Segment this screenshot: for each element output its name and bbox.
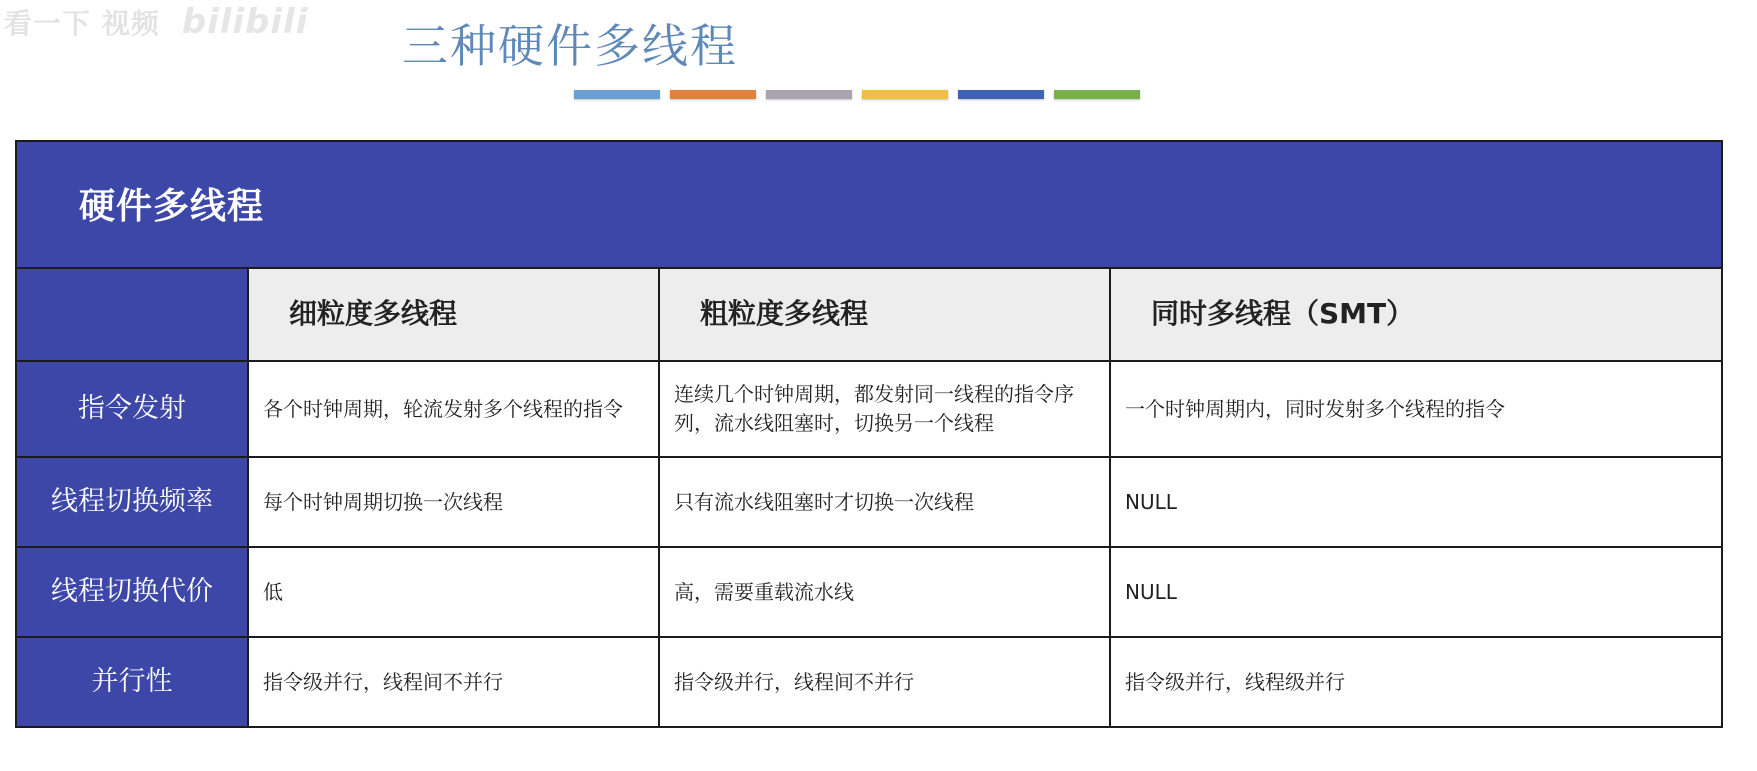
- table-row: [17, 547, 1721, 637]
- accent-bar: [574, 90, 660, 99]
- table-cell: 一个时钟周期内，同时发射多个线程的指令: [1110, 361, 1721, 457]
- table-cell: 指令级并行，线程间不并行: [659, 637, 1110, 726]
- table-row: [17, 361, 1721, 457]
- column-header-fine-grained: 细粒度多线程: [248, 269, 659, 361]
- table-cell: NULL: [1110, 547, 1721, 637]
- accent-bar: [670, 90, 756, 99]
- accent-bar: [862, 90, 948, 99]
- row-header-switch-frequency: 线程切换频率: [17, 457, 248, 547]
- table-cell: 每个时钟周期切换一次线程: [248, 457, 659, 547]
- accent-bar: [1054, 90, 1140, 99]
- table-cell: NULL: [1110, 457, 1721, 547]
- table-cell: 高，需要重载流水线: [659, 547, 1110, 637]
- table-cell: 指令级并行，线程级并行: [1110, 637, 1721, 726]
- corner-cell: [17, 269, 248, 361]
- table-header: [17, 142, 1721, 269]
- accent-bar: [958, 90, 1044, 99]
- row-header-parallelism: 并行性: [17, 637, 248, 726]
- comparison-grid: [17, 269, 1721, 726]
- table-header-label: 硬件多线程: [79, 186, 265, 227]
- table-cell: 低: [248, 547, 659, 637]
- table-cell: 只有流水线阻塞时才切换一次线程: [659, 457, 1110, 547]
- page-title: 三种硬件多线程: [402, 19, 738, 73]
- watermark-text: 看一下 视频: [4, 7, 160, 40]
- table-cell: 各个时钟周期，轮流发射多个线程的指令: [248, 361, 659, 457]
- column-header-row: [17, 269, 1721, 361]
- accent-bar: [766, 90, 852, 99]
- comparison-table: [15, 140, 1723, 728]
- table-cell: 连续几个时钟周期，都发射同一线程的指令序列，流水线阻塞时，切换另一个线程: [659, 361, 1110, 457]
- table-row: [17, 637, 1721, 726]
- row-header-instruction-issue: 指令发射: [17, 361, 248, 457]
- table-row: [17, 457, 1721, 547]
- column-header-coarse-grained: 粗粒度多线程: [659, 269, 1110, 361]
- bilibili-logo: bilibili: [181, 2, 309, 42]
- table-cell: 指令级并行，线程间不并行: [248, 637, 659, 726]
- accent-bars: [574, 90, 1140, 99]
- row-header-switch-cost: 线程切换代价: [17, 547, 248, 637]
- column-header-smt: 同时多线程（SMT）: [1110, 269, 1721, 361]
